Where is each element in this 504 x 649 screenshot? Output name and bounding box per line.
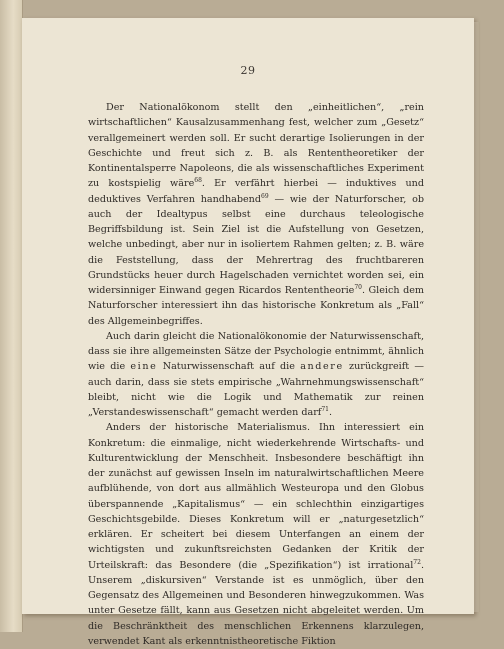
text-run: Der Nationalökonom stellt den „einheitlichen“, „rein wirtschaftlichen“ Kausalzusammenhang fest, welcher zum „Gesetz“ verallgemeinert werden soll. Er sucht derartige Isolierungen in der Geschichte und freut sich z. B. als Rententheoretiker der Kontinentalsperre Napoleons, die als wissenschaftliches Experiment zu kostspielig wäre: [88, 102, 424, 190]
page-number: 29: [240, 64, 256, 77]
body-text: [88, 100, 424, 649]
emphasized-word: andere: [300, 361, 344, 373]
footnote-reference: 68: [194, 177, 202, 185]
page-stack-edge: [474, 22, 480, 612]
text-run: Anders der historische Materialismus. Ihn interessiert ein Konkretum: die einmalige, nicht wiederkehrende Wirtschafts- und Kulturentwicklung der Menschheit. Insbesondere beschäftigt ihn der zunächst auf gewissen Inseln im naturalwirtschaftlichen Meere aufblühende, von dort aus allmählich Westeuropa und den Globus überspannende „Kapitalismus“ — ein schlechthin einzigartiges Geschichtsgebilde. Dieses Konkretum will er „naturgesetzlich“ erklären. Er scheitert bei diesem Unterfangen an einem der wichtigsten und zukunftsreichsten Gedanken der Kritik der Urteilskraft: das Besondere (die „Spezifikation“) ist irrational: [88, 422, 424, 571]
paragraph: [88, 329, 424, 421]
emphasized-word: eine: [130, 361, 158, 373]
paragraph: [88, 100, 424, 329]
adjacent-page-edge: [0, 0, 23, 632]
book-page: [22, 18, 474, 647]
text-run: .: [328, 407, 333, 418]
text-run: Auch darin gleicht die Nationalökonomie der Naturwissenschaft, dass sie ihre allgemeinsten Sätze der Psychologie entnimmt, ähnlich wie die: [88, 330, 424, 373]
text-run: Naturwissenschaft auf die: [157, 361, 301, 373]
footnote-reference: 69: [261, 192, 269, 200]
footnote-reference: 70: [354, 283, 362, 291]
text-run: . Er verfährt hierbei — induktives und deduktives Verfahren handhabend: [88, 178, 425, 205]
text-run: . Unserem „diskursiven“ Verstande ist es unmöglich, über den Gegensatz des Allgemeinen und Besonderen hinwegzukommen. Was unter Gesetze fällt, kann aus Gesetzen nicht abgeleitet werden. Um die Beschränktheit des menschlichen Erkennens klarzulegen, verwendet Kant als erkenntnistheoretische Fiktion: [88, 559, 424, 647]
text-run: . Gleich dem Naturforscher interessiert ihn das historische Konkretum als „Fall“ des Allgemeinbegriffes.: [88, 285, 424, 327]
text-run: — wie der Naturforscher, ob auch der Idealtypus selbst eine durchaus teleologische Begriffsbildung ist. Sein Ziel ist die Aufstellung von Gesetzen, welche unbedingt, aber nur in isoliertem Rahmen gelten; z. B. wäre die Feststellung, dass der Mehrertrag des fruchtbareren Grundstücks heuer durch Hagelschaden vernichtet worden sei, ein widersinniger Einwand gegen Ricardos Rententheorie: [88, 193, 424, 296]
footnote-reference: 72: [413, 558, 421, 566]
text-run: zurückgreift — auch darin, dass sie stets empirische „Wahrnehmungswissenschaft“ bleibt, nicht wie die Logik und Mathematik zur reinen „Verstandeswissenschaft“ gemacht werden darf: [88, 361, 424, 418]
footnote-reference: 71: [321, 405, 329, 413]
paragraph: [88, 420, 424, 649]
